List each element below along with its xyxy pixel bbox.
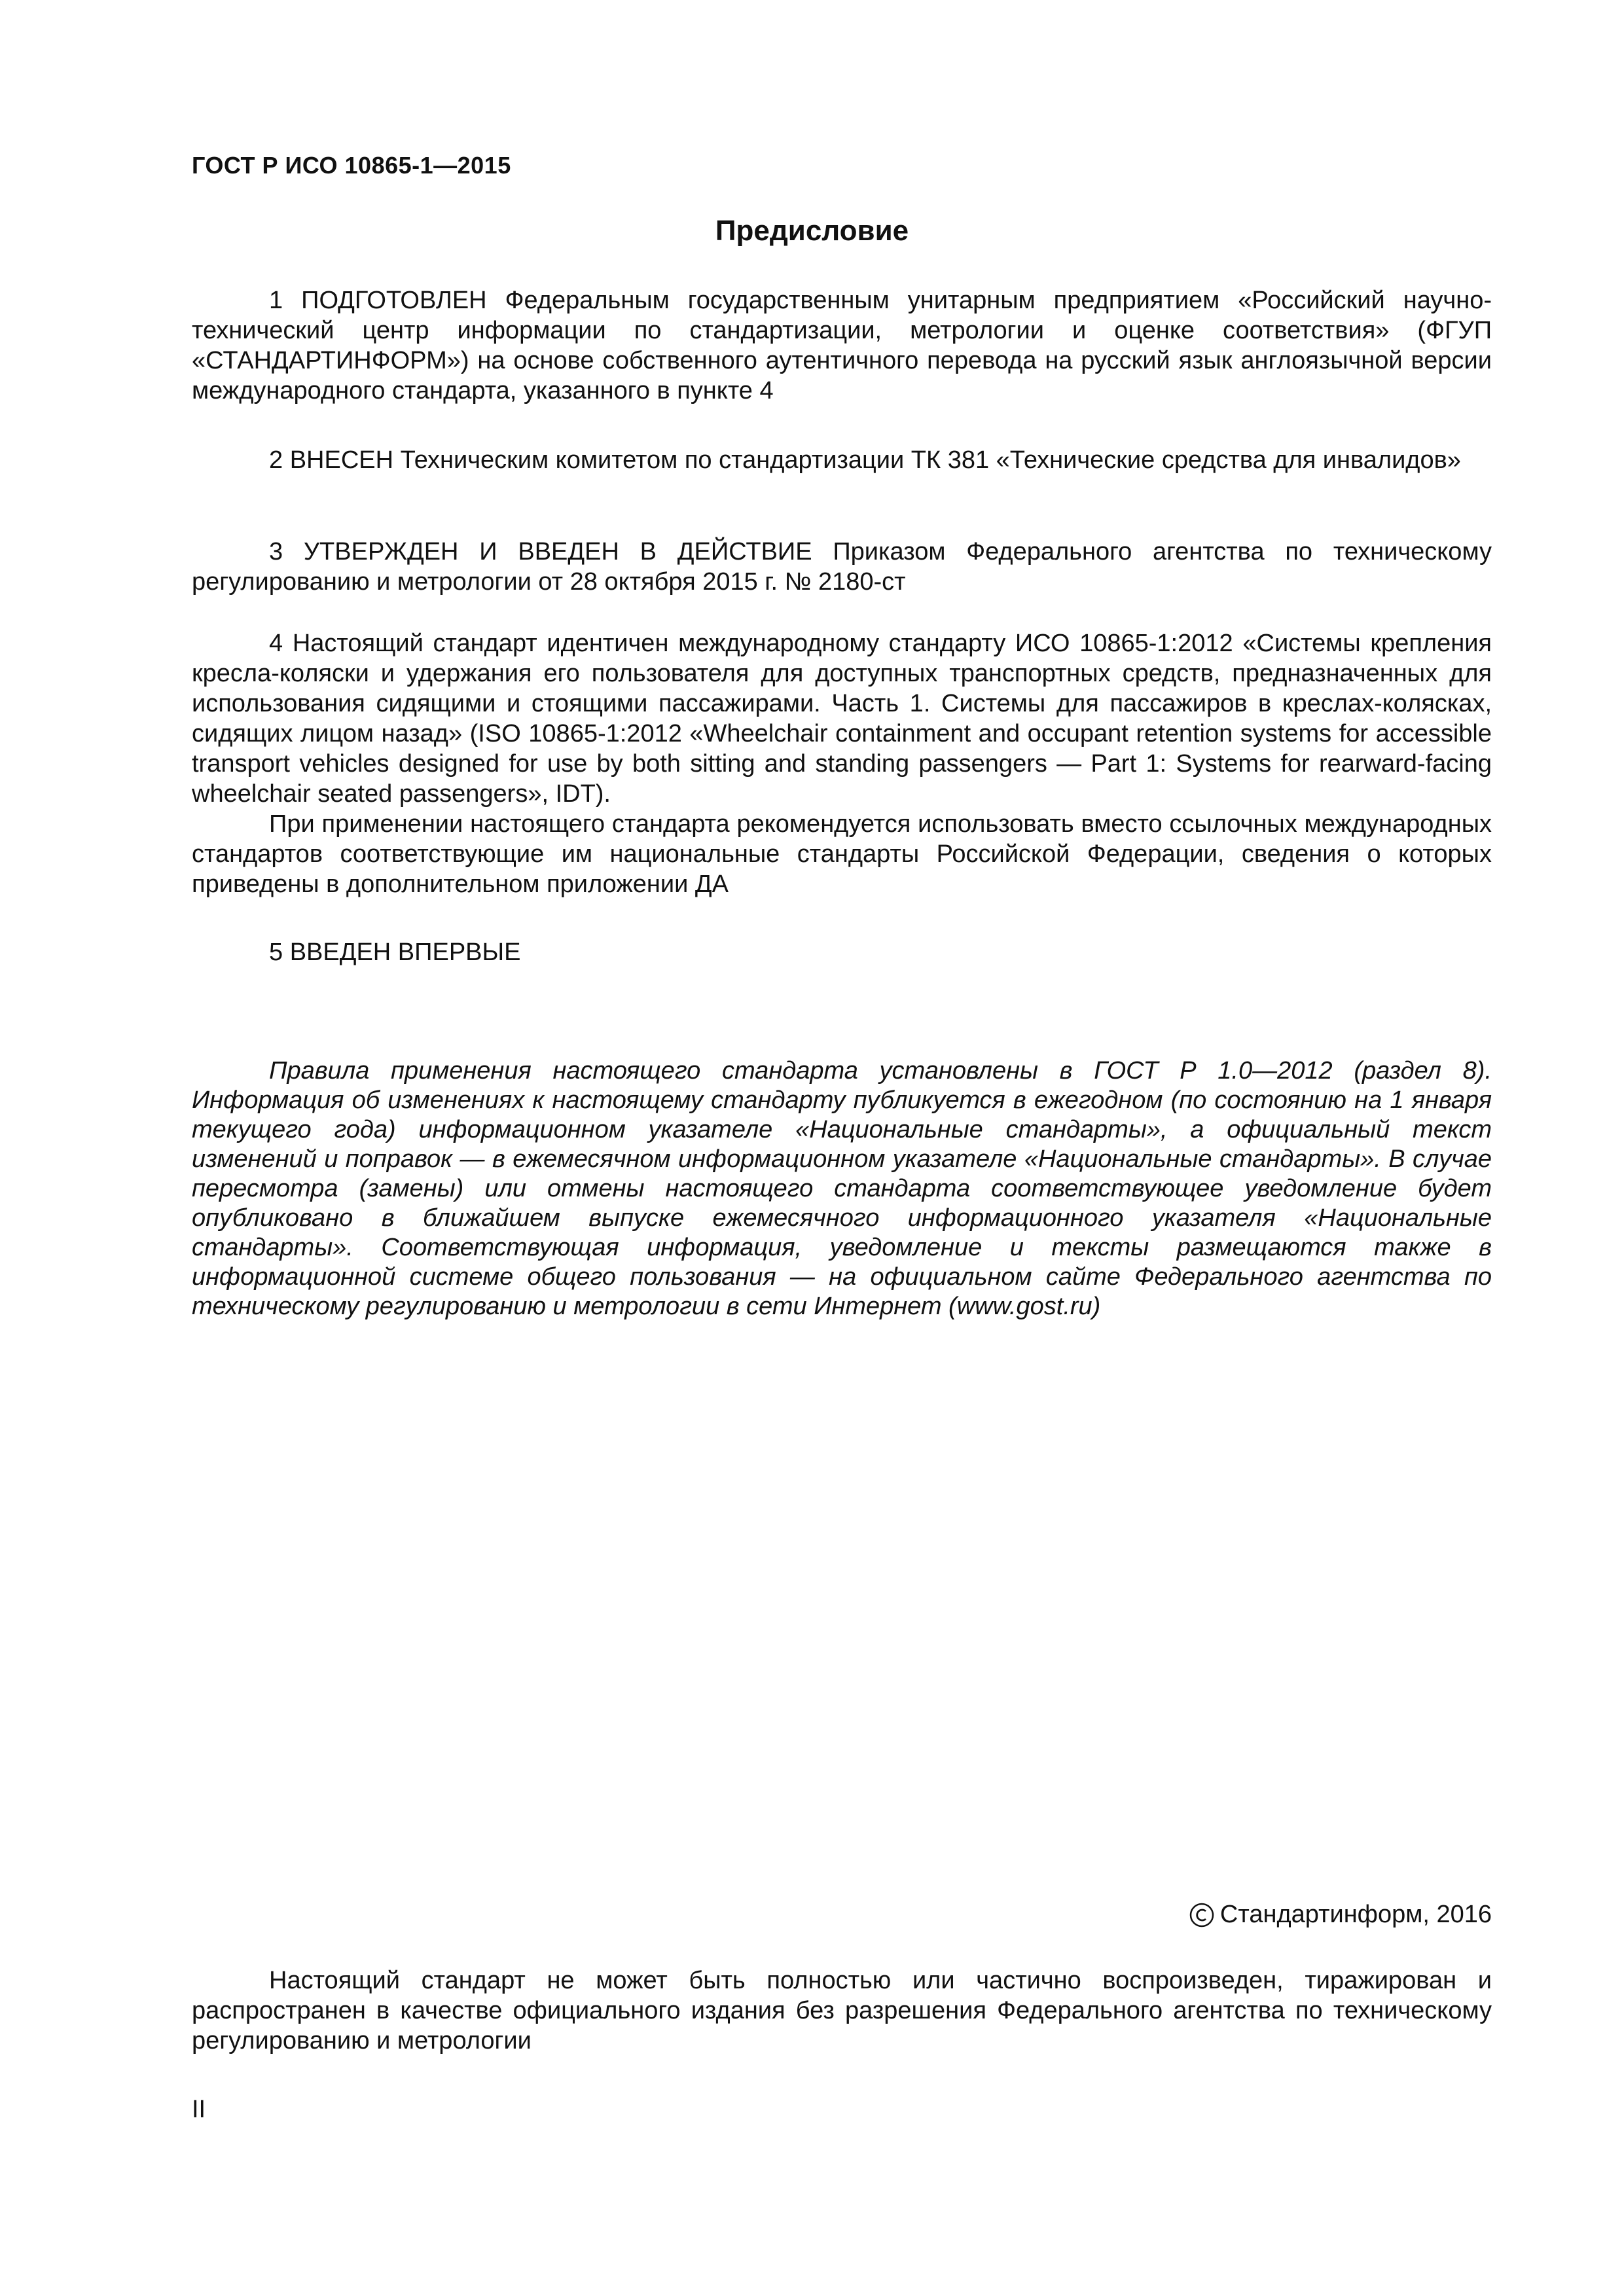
foreword-block-1 <box>192 285 1492 406</box>
paragraph-submitted: 2 ВНЕСЕН Техническим комитетом по стандартизации ТК 381 «Технические средства для инвалидов» <box>269 446 1461 474</box>
paragraph-first-introduced: 5 ВВЕДЕН ВПЕРВЫЕ <box>269 939 521 966</box>
reproduction-notice <box>192 1965 1492 2056</box>
foreword-block-3 <box>192 537 1492 597</box>
foreword-block-5 <box>192 937 1492 967</box>
notice-text: Настоящий стандарт не может быть полностью или частично воспроизведен, тиражирован и распространен в качестве официального издания без разрешения Федерального агентства по техническому регулированию и метрологии <box>192 1967 1492 2054</box>
paragraph-approved: 3 УТВЕРЖДЕН И ВВЕДЕН В ДЕЙСТВИЕ Приказом Федерального агентства по техническому регулированию и метрологии от 28 октября 2015 г. № 2180-ст <box>192 538 1492 596</box>
italic-note-text: Правила применения настоящего стандарта установлены в ГОСТ Р 1.0—2012 (раздел 8). Информация об изменениях к настоящему стандарту публикуется в ежегодном (по состоянию на 1 января текущего года) информационном указателе «Национальные стандарты», а официальный текст изменений и поправок — в ежемесячном информационном указателе «Национальные стандарты». В случае пересмотра (замены) или отмены настоящего стандарта соответствующее уведомление будет опубликовано в ближайшем выпуске ежемесячного информационного указателя «Национальные стандарты». Соответствующая информация, уведомление и тексты размещаются также в информационной системе общего пользования — на официальном сайте Федерального агентства по техническому регулированию и метрологии в сети Интернет (www.gost.ru) <box>192 1057 1492 1320</box>
copyright-icon <box>1189 1902 1215 1928</box>
page-number: II <box>192 2096 206 2123</box>
copyright-text: Стандартинформ, 2016 <box>1219 1901 1492 1928</box>
application-rules-note <box>192 1056 1492 1321</box>
copyright-line <box>1189 1901 1492 1929</box>
foreword-block-4 <box>192 628 1492 899</box>
document-code: ГОСТ Р ИСО 10865-1—2015 <box>192 152 511 179</box>
page-title: Предисловие <box>715 215 909 247</box>
paragraph-application: При применении настоящего стандарта рекомендуется использовать вместо ссылочных международных стандартов соответствующие им национальные стандарты Российской Федерации, сведения о которых приведены в дополнительном приложении ДА <box>192 810 1492 898</box>
foreword-block-2 <box>192 445 1492 475</box>
paragraph-prepared: 1 ПОДГОТОВЛЕН Федеральным государственным унитарным предприятием «Российский научно-технический центр информации по стандартизации, метрологии и оценке соответствия» (ФГУП «СТАНДАРТИНФОРМ») на основе собственного аутентичного перевода на русский язык англоязычной версии международного стандарта, указанного в пункте 4 <box>192 287 1492 404</box>
paragraph-identical: 4 Настоящий стандарт идентичен международному стандарту ИСО 10865-1:2012 «Системы крепления кресла-коляски и удержания его пользователя для доступных транспортных средств, предназначенных для использования сидящими и стоящими пассажирами. Часть 1. Системы для пассажиров в креслах-колясках, сидящих лицом назад» (ISO 10865-1:2012 «Wheelchair containment and occupant retention systems for accessible transport vehicles designed for use by both sitting and standing passengers — Part 1: Systems for rearward-facing wheelchair seated passengers», IDT). <box>192 630 1492 808</box>
